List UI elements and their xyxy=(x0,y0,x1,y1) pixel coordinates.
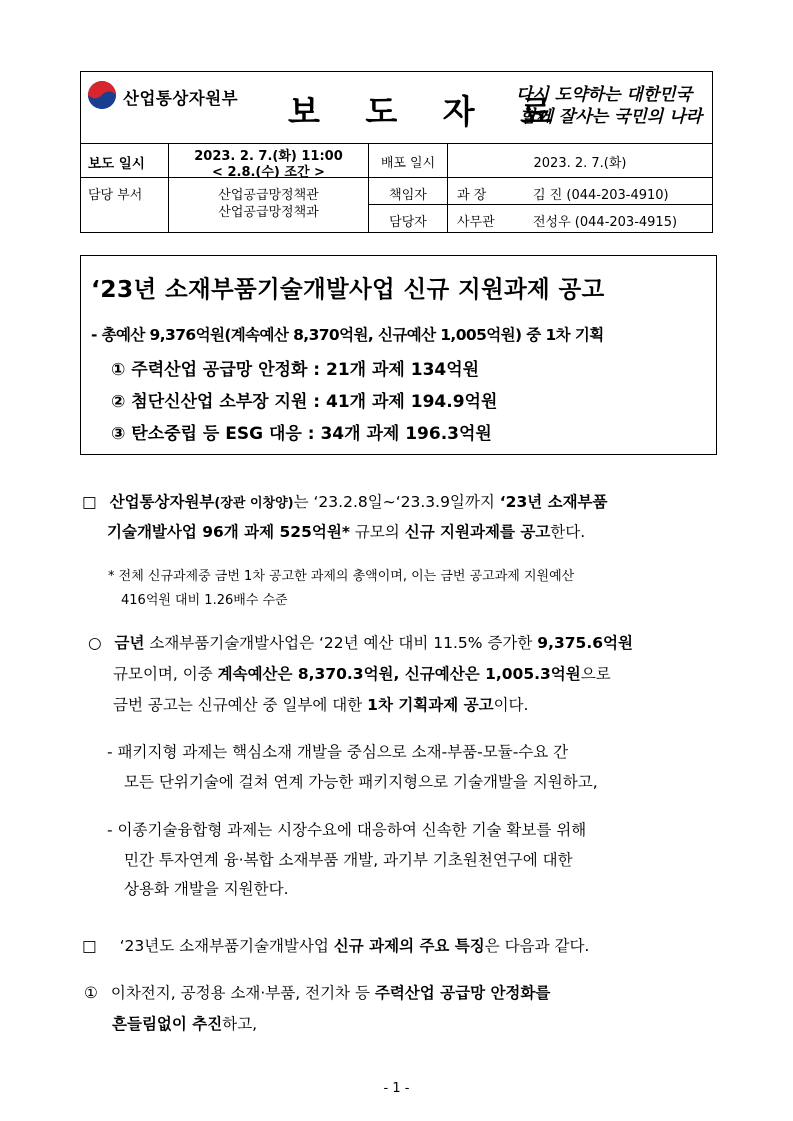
responsible-label: 책임자 xyxy=(389,188,427,203)
paragraph-4-line3: 상용화 개발을 지원한다. xyxy=(124,880,289,898)
paragraph-2-line1: ○ 금년 소재부품기술개발사업은 ‘22년 예산 대비 11.5% 증가한 9,375.6억원 xyxy=(88,634,633,652)
square-bullet: □ xyxy=(82,937,97,955)
circled-number-bullet: ① xyxy=(84,984,98,1002)
release-date-line1: 2023. 2. 7.(화) 11:00 xyxy=(194,149,343,164)
government-emblem-icon xyxy=(87,80,117,110)
paragraph-1-line2: 기술개발사업 96개 과제 525억원* 규모의 신규 지원과제를 공고한다. xyxy=(107,523,586,541)
footnote-line2: 416억원 대비 1.26배수 수준 xyxy=(121,593,288,608)
paragraph-1-line1: □ 산업통상자원부(장관 이창양)는 ‘23.2.8일∼‘23.3.9일까지 ‘23년 소재부품 xyxy=(82,493,608,511)
distribution-date: 2023. 2. 7.(화) xyxy=(533,156,627,171)
summary-item-1: ① 주력산업 공급망 안정화 : 21개 과제 134억원 xyxy=(111,360,480,380)
release-date-line2: < 2.8.(수) 조간 > xyxy=(212,165,325,180)
ministry-name: 산업통상자원부 xyxy=(123,89,239,108)
paragraph-6-line2: 흔들림없이 추진하고, xyxy=(112,1015,258,1033)
slogan-line1: 다시 도약하는 대한민국 xyxy=(515,85,692,105)
contact-label: 담당자 xyxy=(389,215,427,230)
distribution-label: 배포 일시 xyxy=(380,156,436,171)
responsible-title: 과 장 xyxy=(457,188,487,203)
paragraph-2-line2: 규모이며, 이중 계속예산은 8,370.3억원, 신규예산은 1,005.3억원으로 xyxy=(113,665,611,683)
page-number: - 1 - xyxy=(383,1081,410,1096)
paragraph-3-line1: - 패키지형 과제는 핵심소재 개발을 중심으로 소재-부품-모듈-수요 간 xyxy=(107,743,569,761)
summary-item-2: ② 첨단신산업 소부장 지원 : 41개 과제 194.9억원 xyxy=(111,392,498,412)
department-label: 담당 부서 xyxy=(88,188,143,203)
paragraph-5: □ ‘23년도 소재부품기술개발사업 신규 과제의 주요 특징은 다음과 같다. xyxy=(82,937,590,955)
responsible-contact: 김 진 (044-203-4910) xyxy=(533,188,669,203)
paragraph-3-line2: 모든 단위기술에 걸쳐 연계 가능한 패키지형으로 기술개발을 지원하고, xyxy=(124,773,598,791)
footnote-line1: * 전체 신규과제중 금번 1차 공고한 과제의 총액이며, 이는 금번 공고과제 지원예산 xyxy=(108,569,575,584)
slogan-line2: 함께 잘사는 국민의 나라 xyxy=(520,107,702,127)
summary-item-3: ③ 탄소중립 등 ESG 대응 : 34개 과제 196.3억원 xyxy=(111,424,492,444)
press-release-title: 보 도 자 료 xyxy=(288,92,569,131)
contact-person: 전성우 (044-203-4915) xyxy=(533,215,678,230)
release-date-label: 보도 일시 xyxy=(88,156,145,172)
paragraph-2-line3: 금번 공고는 신규예산 중 일부에 대한 1차 기획과제 공고이다. xyxy=(113,696,529,714)
press-header-table xyxy=(80,71,713,233)
summary-box xyxy=(80,255,717,455)
paragraph-4-line2: 민간 투자연계 융·복합 소재부품 개발, 과기부 기초원천연구에 대한 xyxy=(124,851,573,869)
department-line2: 산업공급망정책과 xyxy=(218,205,319,220)
paragraph-4-line1: - 이종기술융합형 과제는 시장수요에 대응하여 신속한 기술 확보를 위해 xyxy=(107,821,587,839)
circle-bullet: ○ xyxy=(88,634,102,652)
square-bullet: □ xyxy=(82,493,97,511)
paragraph-6-line1: ① 이차전지, 공정용 소재·부품, 전기차 등 주력산업 공급망 안정화를 xyxy=(84,984,551,1002)
contact-title: 사무관 xyxy=(457,215,495,230)
department-line1: 산업공급망정책관 xyxy=(218,188,319,203)
main-title: ‘23년 소재부품기술개발사업 신규 지원과제 공고 xyxy=(91,275,605,303)
summary-subtitle: - 총예산 9,376억원(계속예산 8,370억원, 신규예산 1,005억원) 중 1차 기획 xyxy=(91,326,604,344)
